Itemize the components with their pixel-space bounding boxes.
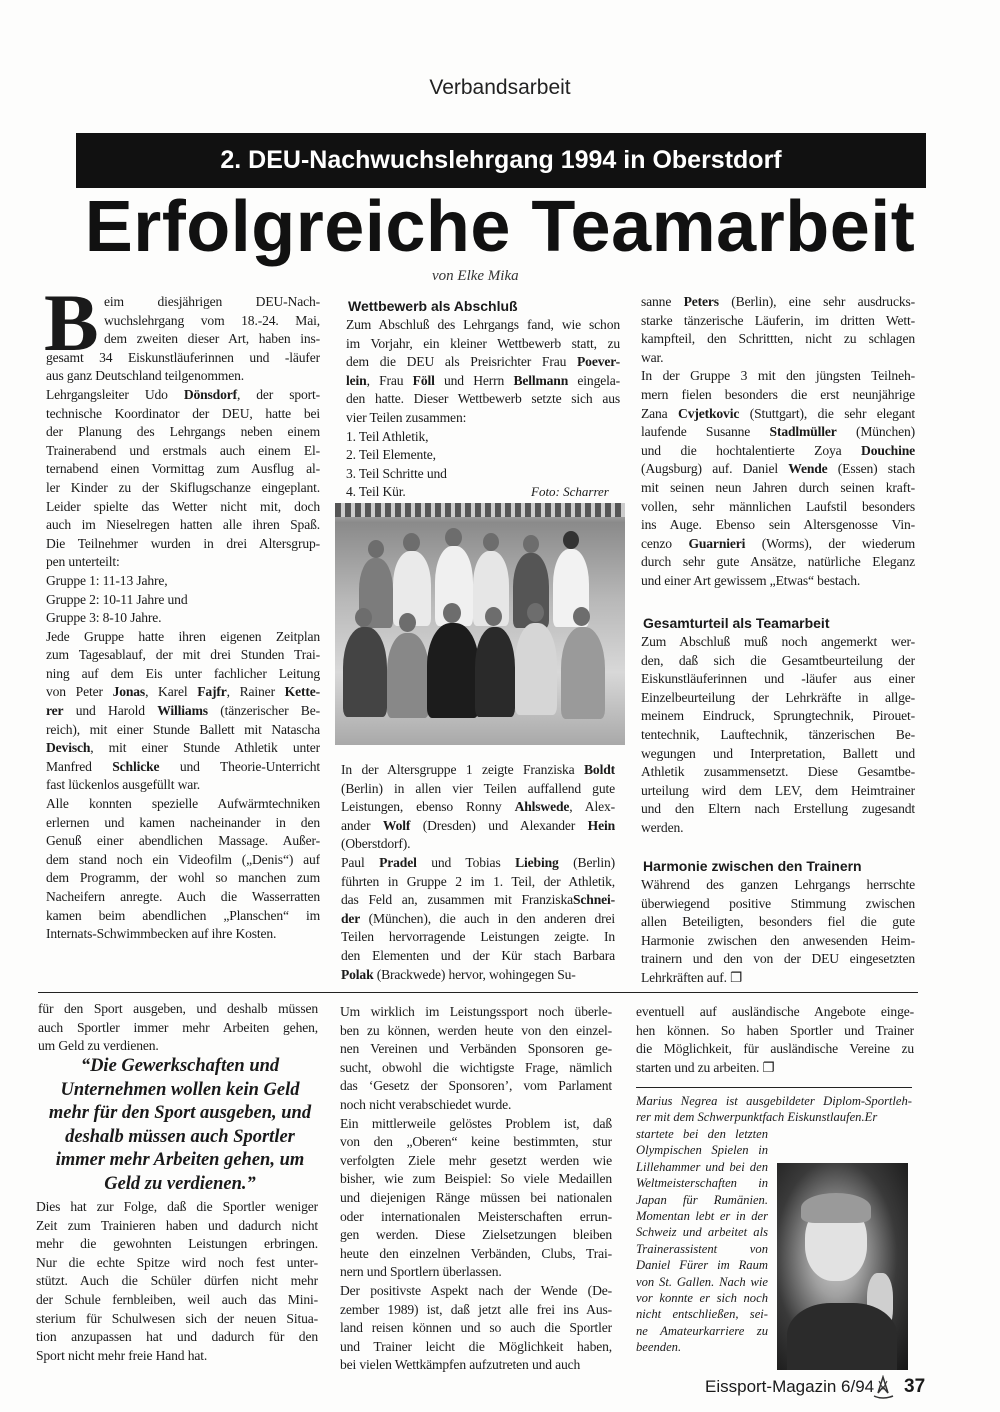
- person: [475, 627, 515, 717]
- text-line: auch im Nieselregen hatten alle ihren Spaß.: [46, 517, 320, 533]
- bold-name: Hein: [587, 817, 615, 833]
- headline: Erfolgreiche Teamarbeit: [84, 187, 916, 267]
- text-line: Daniel Fürer im Raum: [636, 1258, 768, 1273]
- text-line: sterium für Schulwesen sich der neuen Situa-: [36, 1310, 318, 1326]
- text-line: dem die DEU als Preisrichter Frau Poever-: [346, 354, 620, 370]
- text-line: ben zu können, werden heute von den einzel-: [340, 1022, 612, 1038]
- bold-name: Polak: [341, 966, 374, 982]
- text-line: der (München), die auch in den anderen drei: [341, 910, 615, 926]
- text-line: Genuß einer abendlichen Massage. Außer-: [46, 833, 320, 849]
- person: [427, 623, 479, 718]
- person-head: [403, 533, 420, 552]
- text-line: heute den einzelnen Verbänden, Clubs, Trai-: [340, 1245, 612, 1261]
- text-line: aus ganz Deutschland teilgenommen.: [46, 368, 244, 384]
- text-line: für den Sport ausgeben, und deshalb müssen: [38, 1001, 318, 1016]
- text-line: nicht entschließen, sei-: [636, 1307, 768, 1322]
- person-head: [523, 535, 539, 553]
- bold-name: Stadlmüller: [769, 424, 837, 440]
- text-line: stützt. Auch die Schüler dürfen nicht mehr: [36, 1273, 318, 1289]
- text-line: Lehrkräften auf. ❐: [641, 969, 743, 985]
- text-line: vier Teilen zusammen:: [346, 409, 467, 425]
- text-line: kamen beim abendlichen „Planschen“ im: [46, 907, 320, 923]
- bold-name: Schnei-: [572, 892, 615, 908]
- bio-divider: [636, 1087, 912, 1088]
- text-line: erlernen und kamen nacheinander in den: [46, 814, 320, 830]
- person-head: [368, 540, 384, 558]
- text-line: das Feld an, zusammen mit FranziskaSchnei-: [341, 892, 615, 908]
- text-line: noch nicht verabschiedet wurde.: [340, 1096, 512, 1112]
- text-line: vollen, sehr männlichen Laufstil besonders: [641, 498, 915, 514]
- person-head: [355, 608, 372, 627]
- text-line: ins Auge. Ebenso sein Altersgenosse Vin-: [641, 517, 915, 533]
- text-line: ander Wolf (Dresden) und Alexander Hein: [341, 817, 615, 833]
- text-line: cenzo Guarnieri (Worms), der wiederum: [641, 535, 915, 551]
- text-line: Paul Pradel und Tobias Liebing (Berlin): [341, 854, 615, 870]
- bold-name: Schlicke: [112, 758, 160, 774]
- text-line: dem zweiten dieser Art, haben ins-: [104, 331, 320, 347]
- person-head: [485, 607, 502, 626]
- text-line: durch sehr gute Ansätze, natürliche Eleganz: [641, 554, 915, 570]
- text-line: Gruppe 1: 11-13 Jahre,: [46, 572, 168, 588]
- text-line: tion anzupassen hat und dadurch für den: [36, 1329, 318, 1345]
- bold-name: Boldt: [584, 762, 615, 777]
- text-line: ler Kinder zu der Skiflugschanze eingeplant.: [46, 479, 320, 495]
- subheading-wettbewerb: Wettbewerb als Abschluß: [348, 298, 518, 314]
- bold-name: Wolf: [382, 817, 411, 833]
- text-line: startete bei den letzten: [636, 1127, 768, 1141]
- text-line: 1. Teil Athletik,: [346, 428, 429, 444]
- column-text: [641, 293, 915, 591]
- text-line: land reisen können und so auch die Sportler: [340, 1320, 612, 1336]
- text-line: Manfred Schlicke und Theorie-Unterricht: [46, 758, 320, 774]
- text-line: Zana Cvjetkovic (Stuttgart), die sehr elegant: [641, 405, 915, 421]
- text-line: und diejenigen Ränge müssen bei nationalen: [340, 1189, 612, 1205]
- text-line: Einzelbeurteilung der Lehrkräfte in allge-: [641, 689, 915, 705]
- text-line: Jede Gruppe hatte ihren eigenen Zeitplan: [46, 628, 320, 644]
- bold-name: Ahlswede: [514, 799, 570, 815]
- text-line: Trainerassistent von: [636, 1241, 768, 1256]
- text-line: sanne Peters (Berlin), eine sehr ausdrucks-: [641, 294, 915, 309]
- text-line: das ‘Gesetz der Sponsoren’, vom Parlament: [340, 1078, 612, 1094]
- bold-name: Pradel: [379, 854, 417, 870]
- text-line: zum Tagesablauf, der mit drei Stunden Trai-: [46, 647, 320, 663]
- text-line: gen werden. Diese Zielsetzungen bleiben: [340, 1227, 612, 1243]
- column-text: [340, 1003, 612, 1375]
- text-line: Gruppe 2: 10-11 Jahre und: [46, 591, 188, 607]
- text-line: meinem Eindruck, Sprungtechnik, Pirouet-: [641, 708, 915, 724]
- bold-name: Föll: [412, 372, 435, 388]
- portrait-hair: [801, 1193, 871, 1223]
- article-column-3-top: [641, 293, 915, 591]
- person-head: [483, 533, 499, 551]
- bold-name: Douchine: [861, 442, 915, 458]
- bold-name: rer: [46, 703, 64, 719]
- text-line: eim diesjährigen DEU-Nach-: [104, 294, 320, 309]
- second-article-column-1-bottom: [36, 1198, 318, 1365]
- text-line: und einer Art gewissem „Etwas“ bestach.: [641, 572, 861, 588]
- portrait-photo: [777, 1163, 908, 1370]
- text-line: von St. Gallen. Nach wie: [636, 1274, 768, 1289]
- text-line: Leistungen, ebenso Ronny Ahlswede, Alex-: [341, 799, 615, 815]
- text-line: technische Koordinator der DEU, hatte bei: [46, 405, 320, 421]
- person-head: [573, 607, 590, 626]
- text-line: und den Eltern nach Erstellung zugesandt: [641, 801, 915, 817]
- author-bio-wide: [636, 1093, 912, 1126]
- text-line: der Schule fernbleiben, weil auch das Mini-: [36, 1291, 318, 1307]
- column-text: [636, 1003, 914, 1077]
- text-line: laufende Susanne Stadlmüller (München): [641, 424, 915, 440]
- text-line: und die hochtalentierte Zoya Douchine: [641, 442, 915, 458]
- portrait-jacket: [787, 1303, 897, 1370]
- text-line: Während des ganzen Lehrgangs herrschte: [641, 877, 915, 892]
- text-line: Athletik zusammensetzt. Diese Gesamtbe-: [641, 764, 915, 780]
- text-line: 3. Teil Schritte und: [346, 465, 447, 481]
- person-head: [443, 603, 461, 623]
- text-line: fast lückenlos ausgefüllt war.: [46, 777, 201, 793]
- text-line: Alle konnten spezielle Aufwärmtechniken: [46, 796, 320, 812]
- text-line: Schweiz und arbeitet als: [636, 1225, 768, 1240]
- text-line: In der Gruppe 3 mit den jüngsten Teilneh-: [641, 368, 915, 384]
- text-line: Die Teilnehmer wurden in drei Altersgrup-: [46, 535, 320, 551]
- bold-name: Wende: [788, 461, 828, 477]
- text-line: nen Vereinen und Verbänden Sponsoren ge-: [340, 1041, 612, 1057]
- text-line: Weltmeisterschaften in: [636, 1176, 768, 1191]
- text-line: ne Amateurkarriere zu: [636, 1323, 768, 1338]
- text-line: (Berlin) in allen vier Teilen auffallend gute: [341, 780, 615, 796]
- subheading-harmonie: Harmonie zwischen den Trainern: [643, 858, 862, 874]
- bold-name: Kette-: [284, 684, 320, 700]
- text-line: allen Beteiligten, besonders fiel die gute: [641, 914, 915, 930]
- text-line: Sport nicht mehr freie Hand hat.: [36, 1347, 208, 1363]
- column-text: [346, 316, 620, 502]
- text-line: pen unterteilt:: [46, 554, 120, 570]
- text-line: Lehrgangsleiter Udo Dönsdorf, der sport-: [46, 386, 320, 402]
- text-line: Zeit zum Trainieren haben und dadurch nicht: [36, 1217, 318, 1233]
- text-line: führten in Gruppe 2 im 1. Teil, der Athletik,: [341, 873, 615, 889]
- person-head: [563, 531, 579, 549]
- person: [343, 627, 387, 717]
- text-line: Teilen hervorragende Leistungen zeigte. In: [341, 929, 615, 945]
- second-article-column-3: [636, 1003, 914, 1077]
- photo-banner-strip: [335, 503, 625, 517]
- person: [561, 627, 605, 719]
- text-line: wegungen und Interpretation, Ballett und: [641, 745, 915, 761]
- text-line: Olympischen Spielen in: [636, 1143, 768, 1158]
- text-line: urteilung wird dem LEV, dem Heimtrainer: [641, 782, 915, 798]
- text-line: um Geld zu verdienen.: [38, 1038, 159, 1054]
- text-line: Eiskunstläuferinnen und -läufer aus einer: [641, 671, 915, 687]
- bold-name: Guarnieri: [688, 535, 746, 551]
- text-line: von Peter Jonas, Karel Fajfr, Rainer Kette-: [46, 684, 320, 700]
- text-line: ning auf dem Eis unter fachlicher Leitung: [46, 665, 320, 681]
- article-column-3-mid: [641, 633, 915, 838]
- text-line: bei vielen Wettkämpfen aufzutreten und auch: [340, 1357, 581, 1373]
- text-line: wuchslehrgang vom 18.-24. Mai,: [104, 312, 320, 328]
- article-column-3-bottom: [641, 876, 915, 988]
- kicker-banner: 2. DEU-Nachwuchslehrgang 1994 in Oberstdorf: [76, 133, 926, 188]
- text-line: reich), mit einer Stunde Ballett mit Natascha: [46, 721, 320, 737]
- bold-name: Devisch: [46, 740, 91, 756]
- text-line: Leider spielte das Wetter nicht mit, doch: [46, 498, 320, 514]
- text-line: auch Sportler immer mehr Arbeiten gehen,: [38, 1019, 318, 1035]
- text-line: Japan für Rumänien.: [636, 1192, 768, 1207]
- text-line: den hatte. Dieser Wettbewerb setzte sich aus: [346, 391, 620, 407]
- text-line: der Planung des Lehrgangs neben einem: [46, 424, 320, 440]
- text-line: Nacheifern anregte. Auch die Wasserratten: [46, 889, 320, 904]
- pull-quote: “Die Gewerkschaften und Unternehmen wollen kein Geld mehr für den Sport ausgeben, und deshalb müssen auch Sportler immer mehr Arbeiten gehen, um Geld zu verdienen.”: [48, 1056, 312, 1194]
- article-column-1: [46, 293, 320, 944]
- text-line: eventuell auf ausländische Angebote einge-: [636, 1004, 914, 1019]
- column-text: [641, 876, 915, 988]
- text-line: im Vorjahr, ein kleiner Wettbewerb statt, zu: [346, 335, 620, 351]
- text-line: Lillehammer und bei den: [636, 1159, 768, 1174]
- bold-name: Bellmann: [513, 372, 569, 388]
- column-text: [341, 761, 615, 984]
- text-line: die Möglichkeit, für ausländische Vereine zu: [636, 1041, 914, 1057]
- magazine-issue: Eissport-Magazin 6/94: [705, 1377, 875, 1396]
- text-line: überwiegend positive Stimmung zwischen: [641, 895, 915, 911]
- text-line: rer mit dem Schwerpunktfach Eiskunstlaufen.Er: [636, 1110, 878, 1125]
- text-line: Internats-Schwimmbecken auf ihre Kosten.: [46, 926, 277, 942]
- bold-name: Jonas: [112, 684, 146, 700]
- text-line: bisher, wie zum Beispiel: So viele Medaillen: [340, 1171, 612, 1187]
- section-label: Verbandsarbeit: [429, 76, 571, 99]
- skater-logo-icon: [870, 1375, 896, 1401]
- text-line: beenden.: [636, 1340, 682, 1355]
- column-text: [36, 1198, 318, 1365]
- text-line: starten und zu arbeiten. ❐: [636, 1059, 775, 1075]
- bold-name: Peters: [683, 294, 719, 309]
- text-line: Um wirklich im Leistungssport noch überle-: [340, 1004, 612, 1019]
- text-line: mehr die gewohnten Leistungen erbringen.: [36, 1236, 318, 1252]
- team-photo: [335, 503, 625, 745]
- text-line: Harmonie zwischen den anwesenden Heim-: [641, 932, 915, 948]
- text-line: Marius Negrea ist ausgebildeter Diplom-Sportleh-: [636, 1094, 912, 1108]
- text-line: war.: [641, 349, 664, 365]
- bold-name: Dönsdorf: [183, 386, 237, 402]
- person: [387, 633, 429, 718]
- subheading-gesamturteil: Gesamturteil als Teamarbeit: [643, 615, 830, 631]
- text-line: Polak (Brackwede) hervor, wohingegen Su-: [341, 966, 576, 982]
- bold-name: Poever-: [577, 354, 620, 370]
- text-line: ternabend einen Vormittag zum Ausflug al-: [46, 461, 320, 477]
- text-line: dem stand noch ein Videofilm („Denis“) auf: [46, 851, 320, 867]
- text-line: mern fielen besonders die erst neunjährige: [641, 386, 915, 402]
- bold-name: Williams: [157, 703, 208, 719]
- text-line: kampfteil, den Schrittten, nicht zu schlagen: [641, 331, 915, 347]
- text-line: 4. Teil Kür.: [346, 484, 406, 500]
- text-line: sucht, obwohl die wichtigste Frage, nämlich: [340, 1059, 612, 1075]
- author-bio-narrow: [636, 1126, 768, 1355]
- text-line: Zum Abschluß muß noch angemerkt wer-: [641, 634, 915, 649]
- text-line: Momentan lebt er in der: [636, 1208, 768, 1223]
- text-line: (Oberstdorf).: [341, 836, 411, 852]
- person-head: [527, 603, 544, 622]
- text-line: mit seinen neun Jahren durch seinen kraft-: [641, 479, 915, 495]
- text-line: zember 1989) ist, daß jetzt alle frei ins Aus-: [340, 1301, 612, 1317]
- drop-cap: B: [44, 277, 99, 368]
- person-head: [445, 528, 462, 547]
- text-line: Gruppe 3: 8-10 Jahre.: [46, 610, 162, 626]
- byline: von Elke Mika: [432, 268, 519, 284]
- text-line: den Elementen und der Kür stach Barbara: [341, 947, 615, 963]
- text-line: hen können. So haben Sportler und Trainer: [636, 1022, 914, 1038]
- photo-credit: Foto: Scharrer: [531, 484, 609, 499]
- text-line: verfolgten Ziele mehr gesetzt werden wie: [340, 1152, 612, 1168]
- bold-name: Liebing: [515, 854, 559, 870]
- text-line: nern und Sportlern überlassen.: [340, 1264, 502, 1280]
- text-line: starke tänzerische Läuferin, im dritten Wett-: [641, 312, 915, 328]
- text-line: Devisch, mit einer Stunde Athletik unter: [46, 740, 320, 756]
- text-line: gesamt 34 Eiskunstläuferinnen und -läufer: [46, 349, 320, 365]
- person-head: [399, 613, 416, 632]
- text-line: Der positivste Aspekt nach der Wende (De-: [340, 1282, 612, 1298]
- bold-name: der: [341, 910, 361, 926]
- text-line: tentechnik, Lauftechnik, tänzerischen Be-: [641, 726, 915, 742]
- bio-text: [636, 1126, 768, 1355]
- column-text: [46, 293, 320, 944]
- column-text: [38, 1000, 318, 1056]
- text-line: von den „Oberen“ keine bestimmten, stur: [340, 1134, 612, 1150]
- text-line: 2. Teil Elemente,: [346, 447, 436, 463]
- text-line: werden.: [641, 819, 684, 835]
- bold-name: Fajfr: [197, 684, 227, 700]
- text-line: (Augsburg) auf. Daniel Wende (Essen) stach: [641, 461, 915, 477]
- column-text: [641, 633, 915, 838]
- second-article-column-2: [340, 1003, 612, 1375]
- text-line: Trainerabend und erstmals auch einem El-: [46, 442, 320, 458]
- text-line: In der Altersgruppe 1 zeigte Franziska Boldt: [341, 762, 615, 777]
- page-number: 37: [904, 1376, 926, 1397]
- bio-text: [636, 1093, 912, 1126]
- section-divider: [38, 992, 918, 993]
- article-column-2-top: [346, 316, 620, 502]
- text-line: Ein mittlerweile gelöstes Problem ist, daß: [340, 1115, 612, 1131]
- text-line: Nur die echte Spitze wird noch fest unter-: [36, 1254, 318, 1270]
- text-line: dem Programm, der wohl so manchen zum: [46, 870, 320, 886]
- article-column-2-bottom: [341, 761, 615, 984]
- text-line: lein, Frau Föll und Herrn Bellmann eingela-: [346, 372, 620, 388]
- text-line: trainern und den von der DEU eingesetzten: [641, 951, 915, 967]
- text-line: vor konnte er sich noch: [636, 1290, 768, 1305]
- bold-name: Cvjetkovic: [678, 405, 740, 421]
- text-line: und Trainer leicht die Möglichkeit haben,: [340, 1338, 612, 1354]
- second-article-column-1-top: [38, 1000, 318, 1056]
- text-line: den, daß sich die Gesamtbeurteilung der: [641, 652, 915, 668]
- text-line: Dies hat zur Folge, daß die Sportler weniger: [36, 1199, 318, 1214]
- person: [515, 623, 557, 715]
- text-line: rer und Harold Williams (tänzerischer Be-: [46, 703, 320, 719]
- text-line: Zum Abschluß des Lehrgangs fand, wie schon: [346, 317, 620, 332]
- text-line: oder internationalen Meisterschaften errun-: [340, 1208, 612, 1224]
- bold-name: lein: [346, 372, 367, 388]
